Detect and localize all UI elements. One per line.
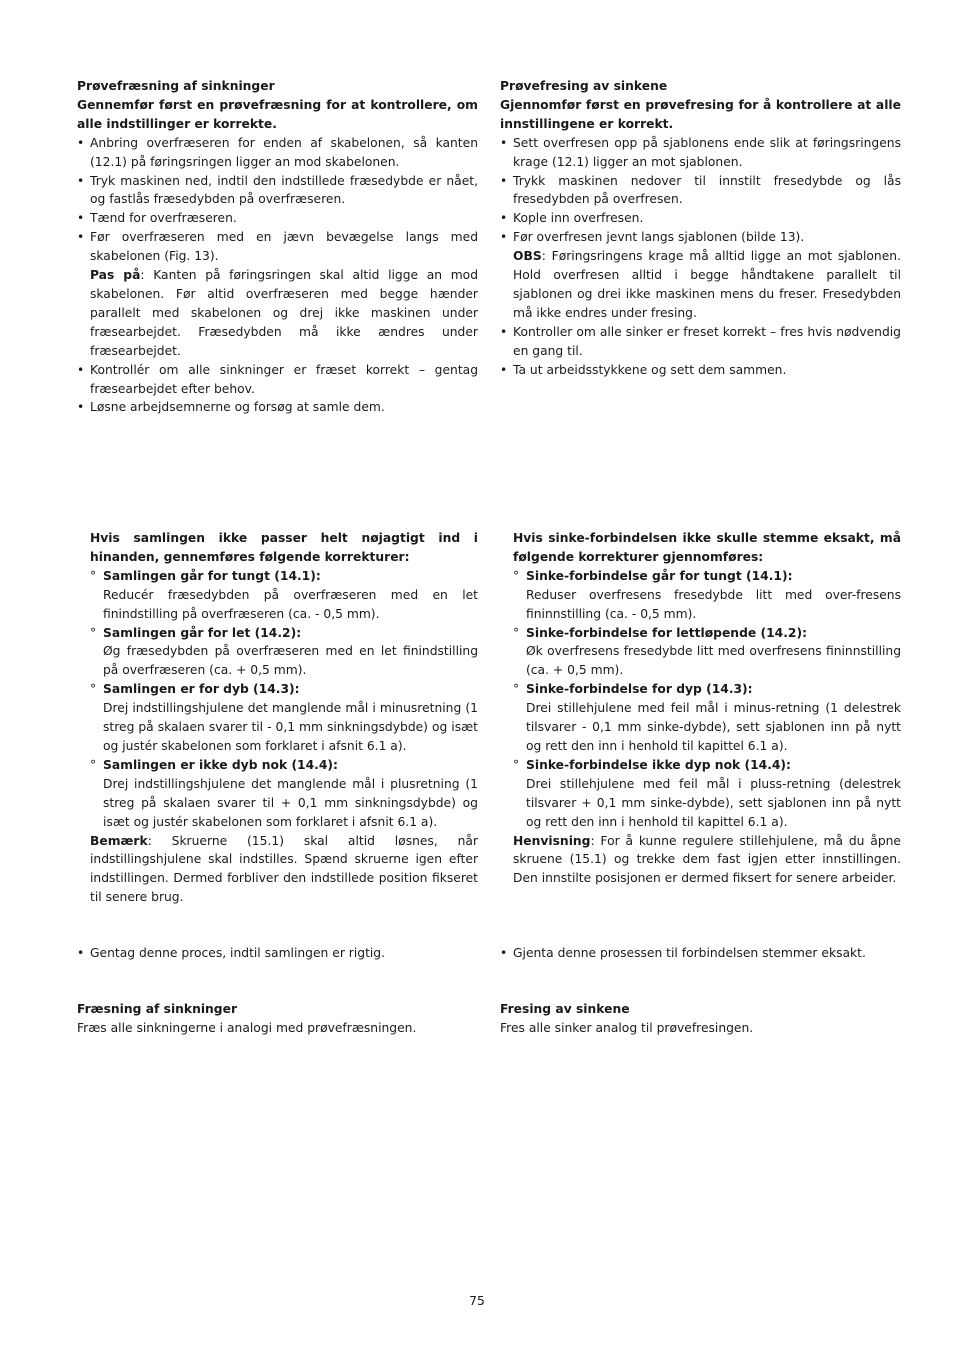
remark-label: Henvisning bbox=[513, 833, 591, 848]
list-item: • Anbring overfræseren for enden af skabelonen, så kanten (12.1) på føringsringen ligger an mod skabelonen. bbox=[77, 134, 478, 172]
milling-text: Fres alle sinker analog til prøvefresingen. bbox=[500, 1020, 754, 1035]
list-item: • Kontrollér om alle sinkninger er fræset korrekt – gentag fræsearbejdet efter behov. bbox=[77, 361, 478, 399]
list-item: • Ta ut arbeidsstykkene og sett dem sammen. bbox=[500, 361, 901, 380]
list-item: • Kople inn overfresen. bbox=[500, 209, 901, 228]
repeat-section bbox=[77, 944, 478, 963]
correction-text: Drei stillehjulene med feil mål i minus-retning (1 delestrek tilsvarer - 0,1 mm sinke-dybde), sett sjablonen inn på nytt og rett den inn i henhold til kapittel 6.1 a). bbox=[526, 701, 901, 753]
test-milling-steps bbox=[500, 134, 901, 380]
remark-text: : Skruerne (15.1) skal altid løsnes, når indstillingshjulene skal indstilles. Spænd skruerne igen efter indstillingen. Dermed forbliver den indstillede position fikseret til senere brug. bbox=[90, 833, 478, 905]
correction-title: ° Sinke-forbindelse går for tungt (14.1): bbox=[526, 568, 793, 583]
caution-text: : Føringsringens krage må alltid ligge an mot sjablonen. Hold overfresen alltid i begge håndtakene parallelt til sjablonen og drei ikke maskinen mens du freser. Fresedybden må ikke endres under fresing. bbox=[513, 249, 901, 320]
milling-heading: Fræsning af sinkninger bbox=[77, 1002, 238, 1016]
caution-label: Pas på bbox=[90, 268, 141, 283]
test-milling-heading: Prøvefræsning af sinkninger bbox=[77, 79, 275, 93]
list-item: • Sett overfresen opp på sjablonens ende slik at føringsringens krage (12.1) ligger an mot sjablonen. bbox=[500, 134, 901, 172]
step-text: Før overfræseren med en jævn bevægelse langs med skabelonen (Fig. 13). bbox=[90, 230, 478, 264]
correction-list bbox=[513, 567, 901, 832]
remark-label: Bemærk bbox=[90, 833, 148, 848]
caution-note bbox=[513, 247, 901, 323]
correction-section bbox=[90, 529, 478, 907]
milling-heading: Fresing av sinkene bbox=[500, 1002, 630, 1016]
page-number: 75 bbox=[469, 1294, 485, 1308]
correction-title: ° Sinke-forbindelse for dyp (14.3): bbox=[526, 682, 753, 697]
correction-item bbox=[513, 624, 901, 681]
correction-text: Øk overfresens fresedybde litt med overfresens fininnstilling (ca. + 0,5 mm). bbox=[526, 644, 901, 678]
test-milling-heading: Prøvefresing av sinkene bbox=[500, 79, 668, 93]
correction-list bbox=[90, 567, 478, 832]
correction-title: ° Samlingen går for let (14.2): bbox=[103, 625, 302, 640]
correction-item bbox=[513, 567, 901, 624]
repeat-item: • Gentag denne proces, indtil samlingen er rigtig. bbox=[77, 944, 478, 963]
caution-note bbox=[90, 266, 478, 361]
remark-paragraph bbox=[90, 832, 478, 908]
repeat-item: • Gjenta denne prosessen til forbindelsen stemmer eksakt. bbox=[500, 944, 901, 963]
repeat-section bbox=[500, 944, 901, 963]
correction-title: ° Samlingen er for dyb (14.3): bbox=[103, 682, 300, 697]
test-milling-intro: Gennemfør først en prøvefræsning for at kontrollere, om alle indstillinger er korrekte. bbox=[77, 97, 478, 131]
list-item bbox=[500, 228, 901, 323]
remark-text: : For å kunne regulere stillehjulene, må du åpne skruene (15.1) og trekke dem fast igjen etter innstillingen. Den innstilte posisjonen er dermed fiksert for senere arbeider. bbox=[513, 833, 901, 886]
correction-section bbox=[513, 529, 901, 888]
correction-item bbox=[90, 567, 478, 624]
test-milling-steps bbox=[77, 134, 478, 418]
correction-item bbox=[90, 680, 478, 756]
correction-item bbox=[90, 624, 478, 681]
correction-title: ° Sinke-forbindelse ikke dyp nok (14.4): bbox=[526, 757, 791, 772]
correction-title: ° Samlingen er ikke dyb nok (14.4): bbox=[103, 757, 338, 772]
correction-text: Reducér fræsedybden på overfræseren med en let finindstilling på overfræseren (ca. - 0,5 mm). bbox=[103, 587, 478, 621]
test-milling-section bbox=[500, 77, 901, 380]
correction-intro: Hvis samlingen ikke passer helt nøjagtigt ind i hinanden, gennemføres følgende korrekturer: bbox=[90, 531, 478, 564]
correction-title: ° Samlingen går for tungt (14.1): bbox=[103, 568, 321, 583]
list-item: • Tryk maskinen ned, indtil den indstillede fræsedybde er nået, og fastlås fræsedybden på overfræseren. bbox=[77, 172, 478, 210]
test-milling-section bbox=[77, 77, 478, 417]
list-item: • Kontroller om alle sinker er freset korrekt – fres hvis nødvendig en gang til. bbox=[500, 323, 901, 361]
correction-text: Drej indstillingshjulene det manglende mål i plusretning (1 streg på skalaen svarer til + 0,1 mm sinkningsdybde) og isæt og justér skabelonen som forklaret i afsnit 6.1 a). bbox=[103, 776, 478, 829]
milling-text: Fræs alle sinkningerne i analogi med prøvefræsningen. bbox=[77, 1020, 417, 1035]
correction-item bbox=[513, 756, 901, 832]
milling-section bbox=[77, 1000, 478, 1038]
correction-item bbox=[513, 680, 901, 756]
correction-item bbox=[90, 756, 478, 832]
correction-text: Reduser overfresens fresedybde litt med over-fresens fininnstilling (ca. - 0,5 mm). bbox=[526, 587, 901, 621]
correction-text: Øg fræsedybden på overfræseren med en let finindstilling på overfræseren (ca. + 0,5 mm). bbox=[103, 644, 478, 678]
step-text: Før overfresen jevnt langs sjablonen (bilde 13). bbox=[513, 230, 805, 245]
caution-label: OBS bbox=[513, 249, 542, 264]
test-milling-intro: Gjennomfør først en prøvefresing for å kontrollere at alle innstillingene er korrekt. bbox=[500, 97, 901, 131]
list-item: • Løsne arbejdsemnerne og forsøg at samle dem. bbox=[77, 398, 478, 417]
correction-title: ° Sinke-forbindelse for lettløpende (14.2): bbox=[526, 625, 807, 640]
correction-text: Drei stillehjulene med feil mål i pluss-retning (delestrek tilsvarer + 0,1 mm sinke-dybde), sett sjablonen inn på nytt og rett den inn i henhold til kapittel 6.1 a). bbox=[526, 776, 901, 829]
list-item: • Tænd for overfræseren. bbox=[77, 209, 478, 228]
list-item: • Trykk maskinen nedover til innstilt fresedybde og lås fresedybden på overfresen. bbox=[500, 172, 901, 210]
milling-section bbox=[500, 1000, 901, 1038]
correction-intro: Hvis sinke-forbindelsen ikke skulle stemme eksakt, må følgende korrekturer gjennomføres: bbox=[513, 531, 901, 564]
correction-text: Drej indstillingshjulene det manglende mål i minusretning (1 streg på skalaen svarer til - 0,1 mm sinkningsdybde) og isæt og justér skabelonen som forklaret i afsnit 6.1 a). bbox=[103, 701, 478, 753]
remark-paragraph bbox=[513, 832, 901, 889]
caution-text: : Kanten på føringsringen skal altid ligge an mod skabelonen. Før altid overfræseren med begge hænder parallelt med skabelonen og drej ikke maskinen under fræsearbejdet. Fræsedybden må ikke ændres under fræsearbejdet. bbox=[90, 268, 479, 358]
list-item bbox=[77, 228, 478, 360]
